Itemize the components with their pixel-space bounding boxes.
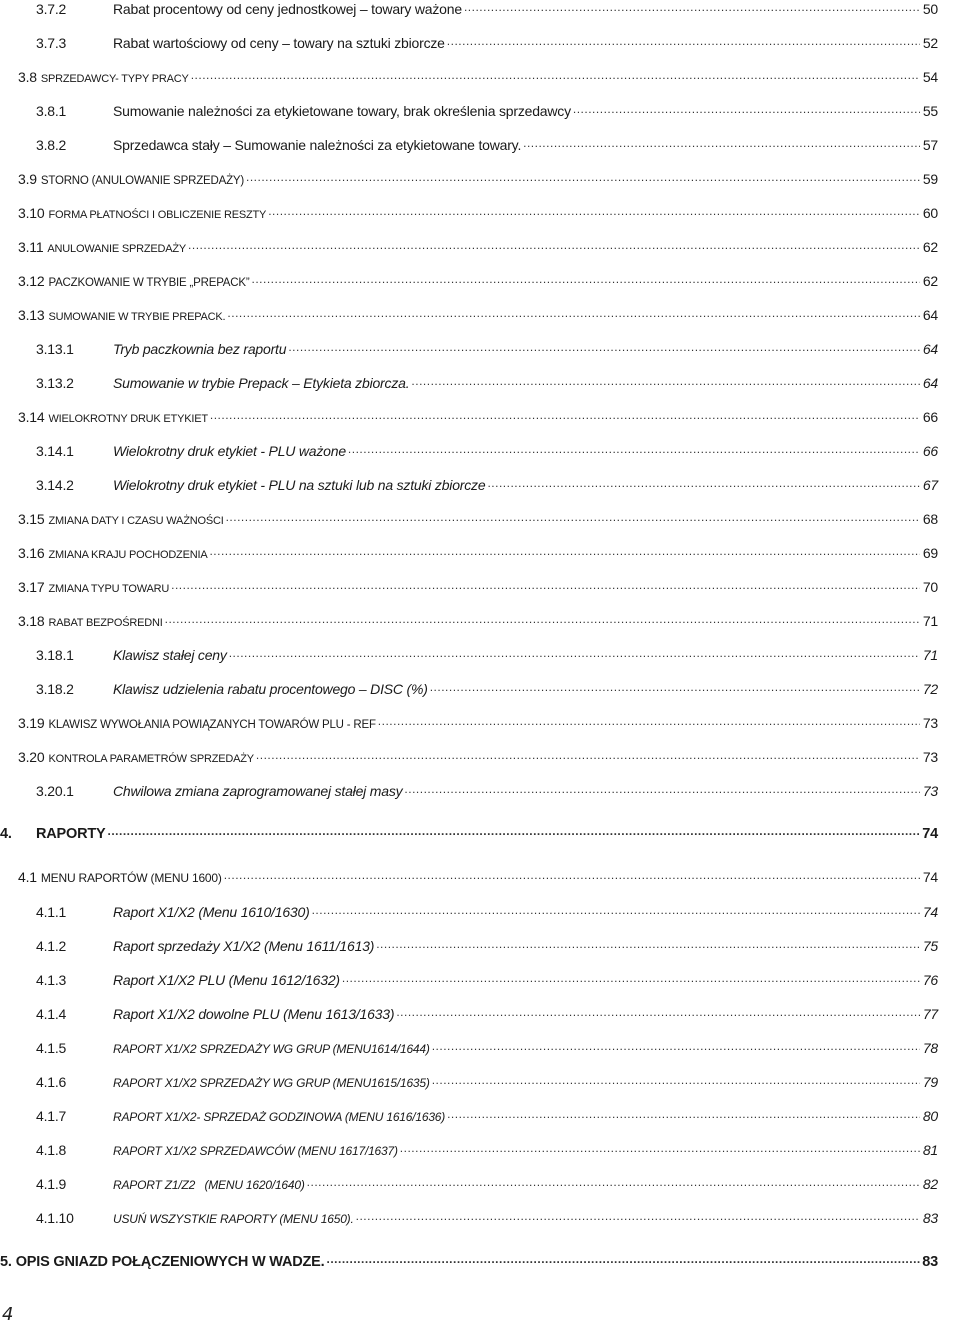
- toc-entry[interactable]: [36, 1209, 938, 1228]
- toc-entry[interactable]: [36, 374, 938, 392]
- toc-title: RAPORT X1/X2 SPRZEDAWCÓW (MENU 1617/1637): [113, 1144, 398, 1158]
- toc-title: Raport X1/X2 (Menu 1610/1630): [113, 904, 310, 920]
- toc-title: Sumowanie w trybie Prepack – Etykieta zbiorcza.: [113, 375, 410, 391]
- toc-entry[interactable]: [18, 170, 938, 190]
- toc-title: ZMIANA DATY I CZASU WAŻNOŚCI: [48, 515, 224, 527]
- toc-number: 3.19: [18, 715, 45, 731]
- toc-page: 80: [922, 1108, 938, 1124]
- toc-number: 3.13: [18, 307, 45, 323]
- toc-page: 75: [922, 938, 938, 954]
- toc-entry[interactable]: [36, 680, 938, 698]
- toc-number: 4.1.5: [36, 1040, 67, 1056]
- toc-entry[interactable]: [36, 903, 938, 921]
- toc-entry[interactable]: [36, 340, 938, 358]
- toc-entry[interactable]: [36, 646, 938, 664]
- toc-entry[interactable]: [36, 1005, 938, 1023]
- toc-page: 66: [922, 443, 938, 459]
- dot-leader: [464, 0, 920, 14]
- toc-title: Wielokrotny druk etykiet - PLU na sztuki lub na sztuki zbiorcze: [113, 477, 486, 493]
- toc-page: 64: [922, 375, 938, 391]
- toc-title: PACZKOWANIE W TRYBIE „PREPACK”: [48, 277, 250, 289]
- dot-leader: [356, 1209, 920, 1223]
- dot-leader: [378, 714, 920, 728]
- dot-leader: [188, 238, 920, 252]
- toc-title: RAPORT X1/X2- SPRZEDAŻ GODZINOWA (MENU 1616/1636): [113, 1110, 446, 1124]
- dot-leader: [396, 1005, 920, 1019]
- dot-leader: [288, 340, 920, 354]
- toc-page: 73: [922, 783, 938, 799]
- toc-title: WIELOKROTNY DRUK ETYKIET: [48, 413, 208, 425]
- dot-leader: [224, 868, 920, 882]
- dot-leader: [400, 1141, 920, 1155]
- toc-title: ANULOWANIE SPRZEDAŻY: [47, 243, 187, 255]
- toc-entry[interactable]: [18, 578, 938, 598]
- dot-leader: [256, 748, 920, 762]
- toc-page: 67: [922, 477, 938, 493]
- toc-title: Raport sprzedaży X1/X2 (Menu 1611/1613): [113, 938, 375, 954]
- toc-page: 71: [922, 613, 938, 629]
- toc-title: STORNO (ANULOWANIE SPRZEDAŻY): [40, 175, 245, 187]
- toc-number: 3.13.2: [36, 375, 74, 391]
- toc-page: 74: [922, 869, 938, 885]
- dot-leader: [411, 374, 920, 388]
- toc-number: 4.: [0, 826, 12, 842]
- toc-page: 54: [922, 69, 938, 85]
- toc-page: 74: [922, 904, 938, 920]
- toc-page: 64: [922, 341, 938, 357]
- dot-leader: [226, 510, 920, 524]
- toc-number: 5.: [0, 1254, 12, 1270]
- toc-entry[interactable]: [36, 971, 938, 989]
- toc-title: Rabat wartościowy od ceny – towary na sztuki zbiorcze: [113, 35, 445, 51]
- toc-page: 66: [922, 409, 938, 425]
- dot-leader: [432, 1039, 920, 1053]
- toc-title: KONTROLA PARAMETRÓW SPRZEDAŻY: [48, 753, 254, 765]
- toc-entry[interactable]: [18, 748, 938, 768]
- dot-leader: [447, 34, 920, 48]
- toc-title: USUŃ WSZYSTKIE RAPORTY (MENU 1650).: [113, 1212, 354, 1226]
- toc-number: 3.15: [18, 511, 45, 527]
- dot-leader: [227, 306, 920, 320]
- toc-number: 3.13.1: [36, 341, 74, 357]
- toc-number: 3.8.2: [36, 137, 67, 153]
- toc-title: Klawisz udzielenia rabatu procentowego – DISC (%): [113, 681, 428, 697]
- toc-title: Raport X1/X2 PLU (Menu 1612/1632): [113, 972, 340, 988]
- toc-page: 64: [922, 307, 938, 323]
- toc-entry[interactable]: [36, 937, 938, 955]
- toc-number: 3.17: [18, 579, 45, 595]
- toc-number: 4.1.1: [36, 904, 67, 920]
- toc-title: FORMA PŁATNOŚCI I OBLICZENIE RESZTY: [48, 209, 267, 221]
- toc-number: 3.10: [18, 205, 45, 221]
- toc-page: 57: [922, 137, 938, 153]
- toc-entry[interactable]: [18, 272, 938, 292]
- toc-number: 4.1.3: [36, 972, 67, 988]
- toc-page: 52: [922, 35, 938, 51]
- toc-page: 50: [922, 1, 938, 17]
- toc-title: RAPORT X1/X2 SPRZEDAŻY WG GRUP (MENU1615/1635): [113, 1076, 430, 1090]
- dot-leader: [447, 1107, 920, 1121]
- toc-title: OPIS GNIAZD POŁĄCZENIOWYCH W WADZE.: [15, 1254, 325, 1270]
- dot-leader: [171, 578, 920, 592]
- dot-leader: [191, 68, 920, 82]
- toc-title: RABAT BEZPOŚREDNI: [48, 617, 163, 629]
- toc-page: 69: [922, 545, 938, 561]
- toc-number: 3.14: [18, 409, 45, 425]
- toc-number: 4.1.7: [36, 1108, 67, 1124]
- dot-leader: [523, 136, 920, 150]
- toc-number: 3.14.2: [36, 477, 74, 493]
- toc-page: 73: [922, 749, 938, 765]
- toc-entry[interactable]: [18, 714, 938, 734]
- toc-number: 3.7.2: [36, 1, 67, 17]
- toc-entry[interactable]: [18, 510, 938, 530]
- toc-title: RAPORT X1/X2 SPRZEDAŻY WG GRUP (MENU1614/1644): [113, 1042, 430, 1056]
- toc-page: 83: [922, 1210, 938, 1226]
- toc-entry[interactable]: [18, 868, 938, 887]
- toc-page: 81: [922, 1142, 938, 1158]
- toc-number: 3.18: [18, 613, 45, 629]
- page-number: 4: [2, 1304, 14, 1325]
- toc-title: ZMIANA TYPU TOWARU: [48, 583, 170, 595]
- dot-leader: [432, 1073, 920, 1087]
- toc-number: 3.9: [18, 171, 37, 187]
- toc-page: 70: [922, 579, 938, 595]
- toc-page: 62: [922, 273, 938, 289]
- toc-number: 3.14.1: [36, 443, 74, 459]
- dot-leader: [573, 102, 920, 116]
- toc-number: 3.12: [18, 273, 45, 289]
- toc-entry[interactable]: [36, 136, 938, 154]
- toc-page: 83: [922, 1254, 938, 1270]
- toc-entry[interactable]: [18, 306, 938, 326]
- toc-number: 3.11: [18, 239, 44, 255]
- toc-entry[interactable]: [18, 612, 938, 632]
- toc-title: RAPORTY: [36, 826, 106, 842]
- toc-title: Sprzedawca stały – Sumowanie należności za etykietowane towary.: [113, 137, 522, 153]
- toc-chapter-entry[interactable]: [0, 824, 938, 843]
- toc-page: 82: [922, 1176, 938, 1192]
- toc-page: 72: [922, 681, 938, 697]
- toc-entry[interactable]: [36, 442, 938, 460]
- toc-title: SUMOWANIE W TRYBIE PREPACK.: [48, 311, 226, 323]
- toc-number: 3.8.1: [36, 103, 67, 119]
- toc-entry[interactable]: [36, 0, 938, 18]
- toc-title: MENU RAPORTÓW (MENU 1600): [40, 871, 222, 885]
- toc-number: 3.16: [18, 545, 45, 561]
- toc-number: 3.18.1: [36, 647, 74, 663]
- toc-entry[interactable]: [36, 782, 938, 800]
- toc-entry[interactable]: [18, 408, 938, 428]
- toc-title: RAPORT Z1/Z2 (MENU 1620/1640): [113, 1178, 305, 1192]
- toc-number: 3.20: [18, 749, 45, 765]
- toc-entry[interactable]: [36, 102, 938, 120]
- toc-title: Rabat procentowy od ceny jednostkowej – towary ważone: [113, 1, 462, 17]
- toc-title: Raport X1/X2 dowolne PLU (Menu 1613/1633): [113, 1006, 395, 1022]
- dot-leader: [312, 903, 920, 917]
- toc-title: Klawisz stałej ceny: [113, 647, 227, 663]
- toc-entry[interactable]: [18, 544, 938, 564]
- dot-leader: [326, 1252, 920, 1266]
- dot-leader: [251, 272, 920, 286]
- dot-leader: [209, 544, 920, 558]
- dot-leader: [342, 971, 920, 985]
- dot-leader: [348, 442, 920, 456]
- toc-number: 3.18.2: [36, 681, 74, 697]
- toc-title: ZMIANA KRAJU POCHODZENIA: [48, 549, 208, 561]
- toc-number: 4.1.8: [36, 1142, 67, 1158]
- toc-title: Chwilowa zmiana zaprogramowanej stałej masy: [113, 783, 403, 799]
- toc-page: 78: [922, 1040, 938, 1056]
- toc-page: 60: [922, 205, 938, 221]
- toc-page: 77: [922, 1006, 938, 1022]
- toc-title: SPRZEDAWCY- TYPY PRACY: [40, 73, 189, 85]
- toc-entry[interactable]: [36, 1073, 938, 1092]
- toc-number: 4.1.2: [36, 938, 67, 954]
- toc-entry[interactable]: [18, 68, 938, 88]
- toc-page: 74: [922, 826, 938, 842]
- toc-page: 59: [922, 171, 938, 187]
- dot-leader: [210, 408, 920, 422]
- dot-leader: [307, 1175, 920, 1189]
- toc-chapter-entry[interactable]: [0, 1252, 938, 1271]
- toc-number: 3.7.3: [36, 35, 67, 51]
- toc-title: Tryb paczkownia bez raportu: [113, 341, 287, 357]
- dot-leader: [165, 612, 920, 626]
- toc-number: 3.8: [18, 69, 37, 85]
- toc-number: 4.1.6: [36, 1074, 67, 1090]
- toc-title: KLAWISZ WYWOŁANIA POWIĄZANYCH TOWARÓW PLU - REF: [48, 719, 376, 731]
- toc-page: 68: [922, 511, 938, 527]
- dot-leader: [487, 476, 920, 490]
- dot-leader: [229, 646, 920, 660]
- toc-page: 62: [922, 239, 938, 255]
- toc-entry[interactable]: [36, 1039, 938, 1058]
- toc-number: 4.1.9: [36, 1176, 67, 1192]
- toc-entry[interactable]: [36, 1107, 938, 1126]
- toc-entry[interactable]: [18, 204, 938, 224]
- toc-entry[interactable]: [36, 1175, 938, 1194]
- toc-page: 76: [922, 972, 938, 988]
- toc-page: 73: [922, 715, 938, 731]
- dot-leader: [430, 680, 920, 694]
- toc-number: 4.1.4: [36, 1006, 67, 1022]
- dot-leader: [404, 782, 920, 796]
- dot-leader: [376, 937, 920, 951]
- toc-entry[interactable]: [36, 34, 938, 52]
- toc-page: 71: [922, 647, 938, 663]
- dot-leader: [268, 204, 920, 218]
- toc-title: Sumowanie należności za etykietowane towary, brak określenia sprzedawcy: [113, 103, 571, 119]
- toc-page: 55: [922, 103, 938, 119]
- toc-number: 4.1: [18, 869, 37, 885]
- dot-leader: [246, 170, 920, 184]
- toc-number: 4.1.10: [36, 1210, 74, 1226]
- toc-entry[interactable]: [36, 476, 938, 494]
- toc-entry[interactable]: [18, 238, 938, 258]
- toc-title: Wielokrotny druk etykiet - PLU ważone: [113, 443, 346, 459]
- toc-entry[interactable]: [36, 1141, 938, 1160]
- toc-number: 3.20.1: [36, 783, 74, 799]
- toc-page: 79: [922, 1074, 938, 1090]
- dot-leader: [108, 824, 921, 838]
